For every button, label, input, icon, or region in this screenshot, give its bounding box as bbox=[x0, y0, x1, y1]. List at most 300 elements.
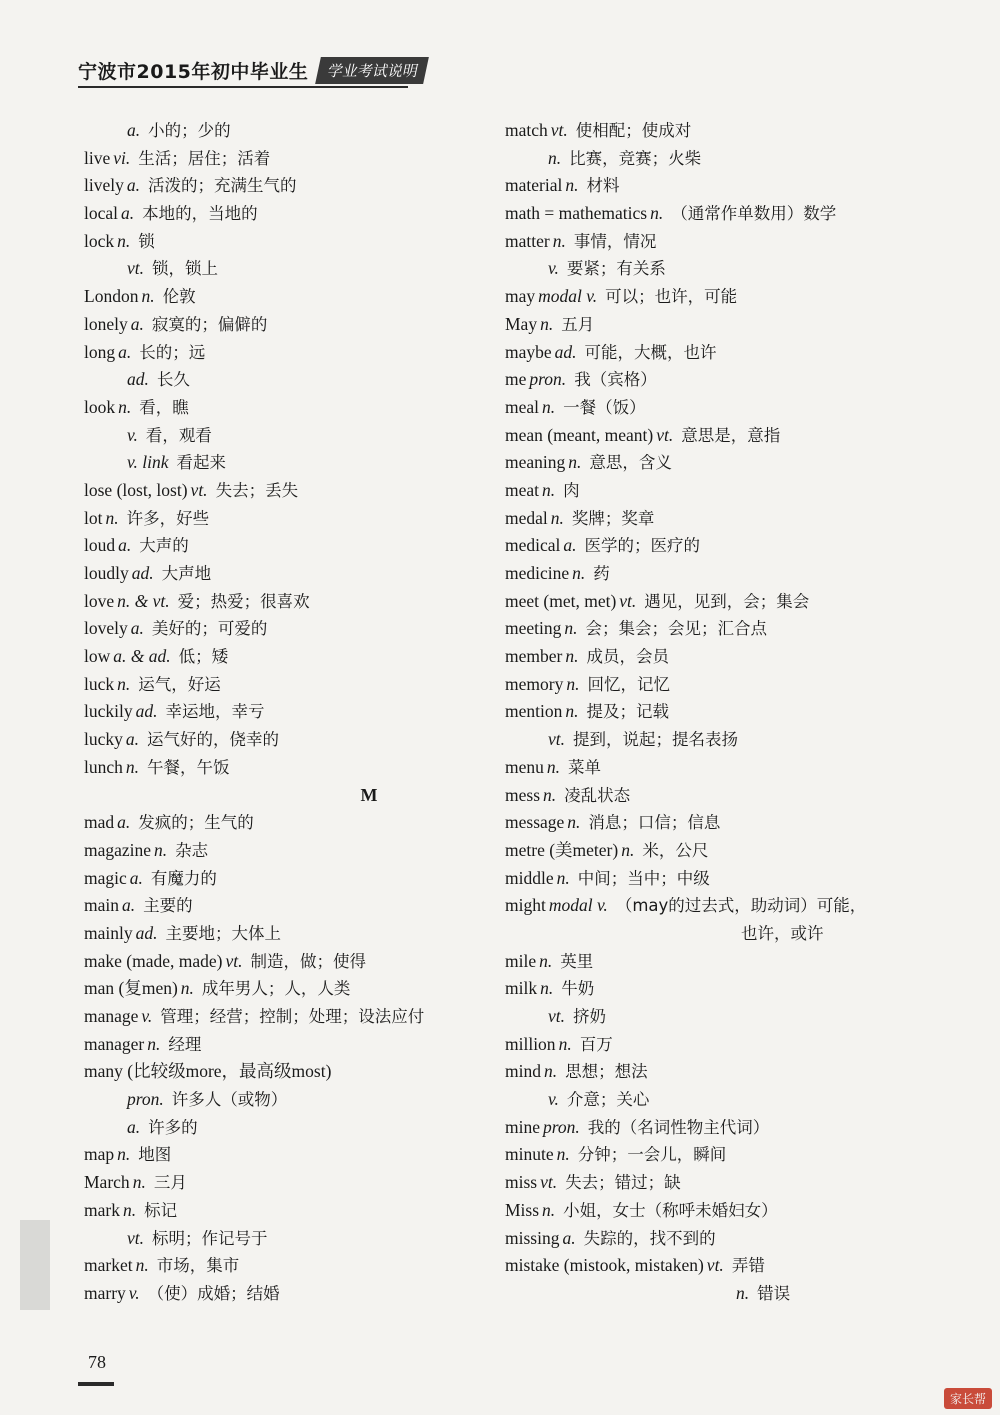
entry-pos: n. bbox=[556, 867, 570, 888]
entry-word: member bbox=[505, 646, 563, 667]
entry-word: mark bbox=[84, 1199, 120, 1220]
vocab-entry bbox=[84, 145, 504, 173]
entry-word: medal bbox=[505, 507, 548, 528]
entry-pos: n. bbox=[117, 1144, 131, 1165]
entry-pos: n. bbox=[550, 507, 564, 528]
entry-definition: 市场，集市 bbox=[156, 1256, 240, 1276]
entry-word: map bbox=[84, 1144, 115, 1165]
entry-definition: 意思是，意指 bbox=[681, 425, 781, 445]
vocab-entry bbox=[84, 671, 504, 699]
entry-word: milk bbox=[505, 978, 538, 999]
vocab-entry bbox=[84, 505, 504, 533]
entry-definition: 中间；当中；中级 bbox=[577, 868, 710, 888]
entry-definition: 看，瞧 bbox=[139, 397, 189, 417]
entry-pos: n. bbox=[621, 839, 635, 860]
vocab-entry bbox=[84, 228, 504, 256]
entry-pos: n. bbox=[122, 1199, 137, 1220]
entry-word: lock bbox=[84, 230, 115, 251]
entry-definition: 管理；经营；控制；处理；设法应付 bbox=[160, 1007, 425, 1026]
vocab-entry bbox=[505, 1086, 945, 1114]
vocab-entry bbox=[505, 975, 945, 1003]
entry-pos: v. bbox=[127, 424, 138, 445]
entry-word: meal bbox=[505, 396, 540, 417]
entry-definition: 百万 bbox=[579, 1034, 613, 1054]
entry-definition: 事情，情况 bbox=[573, 231, 657, 251]
vocab-entry bbox=[84, 698, 504, 726]
entry-word: match bbox=[505, 120, 548, 140]
entry-pos: a. bbox=[125, 729, 140, 750]
entry-definition: 杂志 bbox=[175, 840, 209, 860]
vocab-entry bbox=[84, 394, 504, 422]
vocab-entry bbox=[84, 1031, 504, 1059]
vocab-entry bbox=[505, 892, 945, 920]
entry-pos: a. bbox=[122, 895, 136, 916]
entry-word: minute bbox=[505, 1144, 554, 1165]
entry-pos: n. bbox=[546, 756, 561, 777]
entry-pos: n. bbox=[540, 978, 554, 999]
entry-word: maybe bbox=[505, 341, 552, 362]
vocab-entry bbox=[505, 726, 945, 754]
side-tab bbox=[20, 1220, 50, 1310]
entry-word: missing bbox=[505, 1227, 560, 1248]
entry-definition: 小的；少的 bbox=[148, 121, 231, 140]
entry-definition: 提到，说起；提名表扬 bbox=[573, 730, 739, 750]
entry-pos: n. bbox=[154, 839, 168, 860]
vocab-entry bbox=[84, 1141, 504, 1169]
entry-word: matter bbox=[505, 230, 550, 251]
vocab-entry bbox=[505, 394, 945, 422]
entry-word: mad bbox=[84, 812, 115, 833]
footer-logo: 家长帮 bbox=[944, 1388, 992, 1409]
vocab-entry bbox=[505, 283, 945, 311]
entry-pos: n. bbox=[542, 1199, 556, 1220]
entry-definition: 本地的，当地的 bbox=[142, 204, 258, 224]
vocab-entry bbox=[505, 422, 945, 450]
entry-definition: 低；矮 bbox=[178, 647, 229, 667]
vocab-entry bbox=[84, 1280, 504, 1308]
vocab-entry bbox=[84, 1197, 504, 1225]
entry-word: memory bbox=[505, 673, 564, 694]
vocab-entry bbox=[505, 782, 945, 810]
vocab-entry bbox=[84, 311, 504, 339]
vocab-entry bbox=[505, 1058, 945, 1086]
vocab-entry bbox=[84, 1225, 504, 1253]
entry-word: lively bbox=[84, 175, 124, 196]
entry-word: mine bbox=[505, 1116, 540, 1137]
entry-pos: a. bbox=[118, 535, 132, 556]
entry-word: me bbox=[505, 369, 527, 390]
entry-word: magic bbox=[84, 867, 127, 888]
entry-definition: 一餐（饭） bbox=[563, 397, 646, 417]
entry-word: lovely bbox=[84, 618, 128, 639]
entry-definition: 成员，会员 bbox=[586, 647, 669, 667]
entry-definition: 有魔力的 bbox=[150, 868, 217, 888]
vocab-entry bbox=[84, 726, 504, 754]
vocab-entry bbox=[84, 117, 504, 145]
entry-definition: 看，观看 bbox=[145, 425, 212, 445]
entry-definition: 寂寞的；偏僻的 bbox=[151, 314, 268, 334]
entry-definition: 许多的 bbox=[148, 1117, 198, 1137]
entry-pos: vt. bbox=[548, 729, 566, 750]
entry-definition: 生活；居住；活着 bbox=[138, 148, 271, 168]
header-rule bbox=[78, 86, 408, 88]
vocab-entry bbox=[84, 975, 504, 1003]
entry-definition: 主要的 bbox=[143, 896, 193, 916]
entry-definition: 菜单 bbox=[568, 757, 602, 777]
entry-pos: a. bbox=[126, 175, 140, 196]
entry-pos: vt. bbox=[127, 1227, 145, 1248]
entry-definition: 爱；热爱；很喜欢 bbox=[177, 591, 310, 611]
vocab-entry bbox=[505, 1031, 945, 1059]
vocab-entry bbox=[84, 172, 504, 200]
entry-definition: 锁 bbox=[138, 231, 155, 251]
entry-definition: 使相配；使成对 bbox=[575, 121, 692, 140]
entry-pos: pron. bbox=[529, 369, 567, 390]
vocab-entry bbox=[505, 200, 945, 228]
entry-pos: a. bbox=[127, 120, 141, 140]
entry-definition: 意思，含义 bbox=[589, 453, 672, 473]
entry-definition: 回忆，记忆 bbox=[587, 674, 670, 694]
entry-word: mistake (mistook, mistaken) bbox=[505, 1255, 704, 1276]
vocab-entry bbox=[84, 339, 504, 367]
vocab-entry bbox=[505, 1003, 945, 1031]
vocab-entry bbox=[505, 1252, 945, 1280]
entry-word: local bbox=[84, 203, 119, 224]
entry-pos: n. bbox=[564, 618, 578, 639]
entry-pos: n. bbox=[552, 230, 566, 251]
entry-definition: 米，公尺 bbox=[642, 840, 709, 860]
entry-word: lot bbox=[84, 507, 103, 528]
entry-definition: 失去；错过；缺 bbox=[565, 1173, 681, 1193]
entry-pos: n. bbox=[566, 673, 580, 694]
entry-pos: n. bbox=[542, 396, 556, 417]
entry-word: main bbox=[84, 895, 119, 916]
page-header bbox=[78, 54, 426, 86]
entry-pos: n. bbox=[141, 286, 155, 307]
entry-word: lucky bbox=[84, 729, 123, 750]
entry-definition: 幸运地，幸亏 bbox=[165, 702, 265, 722]
entry-definition: （使）成婚；结婚 bbox=[147, 1283, 280, 1303]
entry-word: middle bbox=[505, 867, 554, 888]
entry-definition: 也许，或许 bbox=[741, 923, 824, 943]
vocab-entry bbox=[84, 615, 504, 643]
entry-word: March bbox=[84, 1172, 130, 1193]
entry-pos: ad. bbox=[135, 922, 158, 943]
entry-word: medical bbox=[505, 535, 561, 556]
entry-pos: ad. bbox=[554, 341, 577, 362]
vocab-entry bbox=[84, 837, 504, 865]
entry-word: medicine bbox=[505, 563, 570, 583]
entry-pos: v. bbox=[141, 1006, 153, 1026]
entry-definition: 大声地 bbox=[161, 564, 212, 583]
entry-definition: 标记 bbox=[144, 1200, 178, 1220]
entry-word: manager bbox=[84, 1033, 145, 1054]
entry-pos: n. bbox=[135, 1255, 149, 1276]
header-tag: 学业考试说明 bbox=[316, 57, 430, 84]
entry-word: lose (lost, lost) bbox=[84, 479, 188, 500]
entry-definition: 长的；远 bbox=[139, 342, 206, 362]
entry-definition: 遇见，见到，会；集会 bbox=[644, 591, 810, 611]
entry-definition: 许多人（或物） bbox=[171, 1090, 288, 1110]
entry-pos: ad. bbox=[135, 701, 158, 722]
entry-pos: modal v. bbox=[548, 895, 608, 916]
entry-definition: 凌乱状态 bbox=[564, 785, 631, 805]
entry-word: mile bbox=[505, 950, 537, 971]
entry-word: look bbox=[84, 396, 116, 417]
entry-definition: 主要地；大体上 bbox=[165, 923, 281, 943]
entry-pos: n. bbox=[543, 784, 557, 805]
vocab-entry bbox=[505, 698, 945, 726]
vocab-entry bbox=[505, 1197, 945, 1225]
vocab-entry bbox=[505, 532, 945, 560]
vocab-entry bbox=[84, 754, 504, 782]
entry-word: luckily bbox=[84, 701, 133, 722]
vocab-entry bbox=[505, 505, 945, 533]
vocab-entry bbox=[505, 311, 945, 339]
entry-definition: 可能，大概，也许 bbox=[584, 342, 717, 362]
vocab-entry bbox=[505, 366, 945, 394]
entry-pos: modal v. bbox=[538, 286, 598, 307]
entry-pos: n. bbox=[567, 812, 581, 833]
entry-pos: a. bbox=[127, 1116, 141, 1137]
vocab-entry bbox=[84, 422, 504, 450]
entry-word: lunch bbox=[84, 756, 123, 777]
entry-word: make (made, made) bbox=[84, 950, 223, 971]
entry-pos: v. bbox=[548, 258, 559, 279]
entry-pos: a. & ad. bbox=[113, 646, 171, 667]
entry-word: man (复men) bbox=[84, 978, 178, 999]
entry-word: may bbox=[505, 286, 536, 307]
entry-word: May bbox=[505, 313, 538, 334]
entry-pos: v. link bbox=[127, 452, 169, 473]
vocab-entry bbox=[505, 1114, 945, 1142]
vocab-entry bbox=[505, 1141, 945, 1169]
entry-pos: pron. bbox=[543, 1116, 580, 1137]
entry-word: many (比较级more，最高级most) bbox=[84, 1061, 332, 1082]
entry-definition: 看起来 bbox=[176, 453, 226, 473]
vocab-entry bbox=[84, 1086, 504, 1114]
entry-definition: 肉 bbox=[563, 480, 580, 500]
entry-pos: vt. bbox=[190, 479, 208, 500]
entry-definition: 介意；关心 bbox=[566, 1090, 650, 1110]
entry-pos: pron. bbox=[127, 1089, 164, 1110]
entry-definition: 发疯的；生气的 bbox=[138, 813, 254, 833]
entry-word: meaning bbox=[505, 452, 566, 473]
entry-definition: 要紧；有关系 bbox=[566, 259, 666, 279]
entry-definition: 思想；想法 bbox=[565, 1062, 648, 1082]
entry-word: Miss bbox=[505, 1199, 540, 1220]
vocab-entry bbox=[84, 588, 504, 616]
entry-definition: 错误 bbox=[757, 1283, 791, 1303]
header-city: 宁波市2015年初中毕业生 bbox=[78, 60, 309, 83]
entry-word: loud bbox=[84, 535, 116, 556]
entry-word: message bbox=[505, 812, 565, 833]
entry-definition: 我（宾格） bbox=[574, 370, 657, 390]
vocab-entry bbox=[84, 560, 504, 588]
vocab-entry bbox=[505, 449, 945, 477]
entry-pos: n. bbox=[543, 1061, 558, 1082]
vocab-entry bbox=[84, 1058, 504, 1086]
entry-pos: n. bbox=[180, 978, 194, 999]
vocab-entry bbox=[84, 1169, 504, 1197]
entry-pos: a. bbox=[562, 1227, 576, 1248]
entry-definition: 医学的；医疗的 bbox=[584, 536, 701, 556]
vocab-entry bbox=[84, 449, 504, 477]
entry-definition: 我的（名词性物主代词） bbox=[587, 1117, 770, 1137]
vocab-entry bbox=[505, 117, 945, 145]
entry-definition: 分钟；一会儿，瞬间 bbox=[577, 1145, 727, 1165]
entry-definition: 英里 bbox=[560, 951, 594, 971]
entry-pos: n. bbox=[125, 756, 140, 777]
entry-definition: 奖牌；奖章 bbox=[571, 508, 655, 528]
vocab-entry bbox=[84, 948, 504, 976]
entry-definition: 成年男人；人，人类 bbox=[201, 979, 351, 999]
entry-definition: 五月 bbox=[561, 314, 595, 334]
entry-word: meet (met, met) bbox=[505, 590, 617, 611]
entry-definition: 制造，做；使得 bbox=[250, 951, 366, 971]
entry-definition: 比赛，竞赛；火柴 bbox=[569, 148, 702, 168]
vocab-entry bbox=[505, 588, 945, 616]
entry-pos: vt. bbox=[127, 258, 145, 279]
entry-definition: 小姐，女士（称呼未婚妇女） bbox=[563, 1200, 778, 1220]
entry-pos: n. bbox=[540, 313, 554, 334]
entry-definition: 药 bbox=[593, 564, 610, 583]
entry-pos: vt. bbox=[540, 1172, 558, 1193]
section-letter: M bbox=[360, 784, 378, 805]
entry-word: lonely bbox=[84, 313, 128, 334]
entry-word: luck bbox=[84, 673, 115, 694]
entry-definition: 经理 bbox=[168, 1034, 202, 1054]
entry-definition: 伦敦 bbox=[162, 287, 196, 307]
vocab-entry bbox=[84, 255, 504, 283]
entry-word: million bbox=[505, 1033, 556, 1054]
vocab-entry bbox=[505, 560, 945, 588]
entry-pos: n. bbox=[568, 452, 582, 473]
vocab-entry bbox=[84, 809, 504, 837]
entry-pos: a. bbox=[130, 313, 144, 334]
vocab-entry bbox=[505, 865, 945, 893]
entry-word: manage bbox=[84, 1006, 139, 1026]
entry-word: math = mathematics bbox=[505, 203, 648, 224]
entry-pos: a. bbox=[121, 203, 135, 224]
vocab-entry bbox=[84, 920, 504, 948]
vocab-entry bbox=[505, 615, 945, 643]
entry-pos: n. bbox=[556, 1144, 570, 1165]
vocab-entry bbox=[84, 200, 504, 228]
entry-pos: n. bbox=[650, 203, 664, 224]
entry-word: mention bbox=[505, 701, 563, 722]
entry-word: market bbox=[84, 1255, 133, 1276]
entry-definition: 牛奶 bbox=[561, 979, 595, 999]
vocab-entry bbox=[84, 1114, 504, 1142]
entry-definition: 标明；作记号于 bbox=[152, 1228, 268, 1248]
entry-pos: v. bbox=[128, 1282, 140, 1303]
vocab-entry bbox=[505, 1280, 945, 1308]
vocab-entry bbox=[505, 948, 945, 976]
entry-pos: n. bbox=[117, 230, 131, 251]
entry-definition: 失去；丢失 bbox=[215, 480, 299, 500]
entry-definition: 许多，好些 bbox=[126, 508, 210, 528]
entry-definition: 消息；口信；信息 bbox=[588, 813, 721, 833]
entry-word: low bbox=[84, 646, 111, 667]
entry-pos: n. bbox=[105, 507, 119, 528]
vocab-entry bbox=[505, 643, 945, 671]
page-number: 78 bbox=[88, 1352, 106, 1372]
entry-pos: vt. bbox=[550, 120, 568, 140]
entry-definition: 锁，锁上 bbox=[152, 259, 219, 279]
vocab-entry bbox=[505, 671, 945, 699]
entry-definition: 地图 bbox=[138, 1145, 172, 1165]
entry-word: magazine bbox=[84, 839, 152, 860]
entry-pos: ad. bbox=[127, 369, 149, 390]
entry-pos: vt. bbox=[548, 1006, 566, 1026]
entry-definition: 运气好的，侥幸的 bbox=[147, 730, 280, 750]
entry-definition: 失踪的，找不到的 bbox=[583, 1228, 716, 1248]
entry-pos: ad. bbox=[131, 563, 154, 583]
entry-word: miss bbox=[505, 1172, 538, 1193]
entry-word: mainly bbox=[84, 922, 133, 943]
entry-pos: n. bbox=[147, 1033, 161, 1054]
entry-word: might bbox=[505, 895, 546, 916]
entry-definition: 三月 bbox=[153, 1173, 187, 1193]
entry-pos: v. bbox=[548, 1089, 559, 1110]
vocab-entry bbox=[505, 1225, 945, 1253]
entry-pos: a. bbox=[117, 812, 131, 833]
entry-definition: 长久 bbox=[156, 370, 190, 390]
vocab-entry bbox=[84, 643, 504, 671]
vocab-column-left bbox=[84, 117, 504, 1308]
vocab-entry bbox=[505, 172, 945, 200]
vocab-entry bbox=[505, 809, 945, 837]
entry-definition: （may的过去式，助动词）可能， bbox=[615, 896, 867, 916]
entry-definition: 材料 bbox=[586, 176, 620, 196]
entry-pos: n. bbox=[132, 1172, 146, 1193]
vocab-entry bbox=[505, 754, 945, 782]
entry-word: long bbox=[84, 341, 116, 362]
entry-word: love bbox=[84, 590, 115, 611]
vocab-entry bbox=[84, 1252, 504, 1280]
entry-pos: n. bbox=[565, 701, 579, 722]
vocab-entry bbox=[505, 1169, 945, 1197]
vocab-entry bbox=[505, 255, 945, 283]
entry-pos: n. bbox=[117, 673, 131, 694]
vocab-entry bbox=[84, 477, 504, 505]
entry-word: mean (meant, meant) bbox=[505, 424, 654, 445]
vocab-entry bbox=[505, 837, 945, 865]
entry-pos: n. bbox=[548, 147, 562, 168]
vocab-entry bbox=[84, 865, 504, 893]
entry-definition: 弄错 bbox=[731, 1256, 765, 1276]
entry-word: London bbox=[84, 286, 139, 307]
entry-definition: 提及；记载 bbox=[586, 702, 669, 722]
entry-pos: vt. bbox=[225, 950, 243, 971]
page-number-rule bbox=[78, 1382, 114, 1386]
entry-pos: n. bbox=[558, 1033, 572, 1054]
entry-pos: n. bbox=[539, 950, 553, 971]
vocab-column-right bbox=[505, 117, 945, 1308]
vocab-entry bbox=[505, 145, 945, 173]
entry-word: menu bbox=[505, 756, 544, 777]
entry-definition: 午餐，午饭 bbox=[147, 757, 230, 777]
entry-word: meeting bbox=[505, 618, 562, 639]
vocab-entry bbox=[505, 228, 945, 256]
entry-pos: vt. bbox=[706, 1255, 724, 1276]
entry-definition: 会；集会；会见；汇合点 bbox=[585, 619, 767, 639]
entry-pos: vt. bbox=[656, 424, 674, 445]
vocab-entry bbox=[505, 920, 945, 948]
entry-word: loudly bbox=[84, 563, 129, 583]
entry-word: marry bbox=[84, 1282, 126, 1303]
